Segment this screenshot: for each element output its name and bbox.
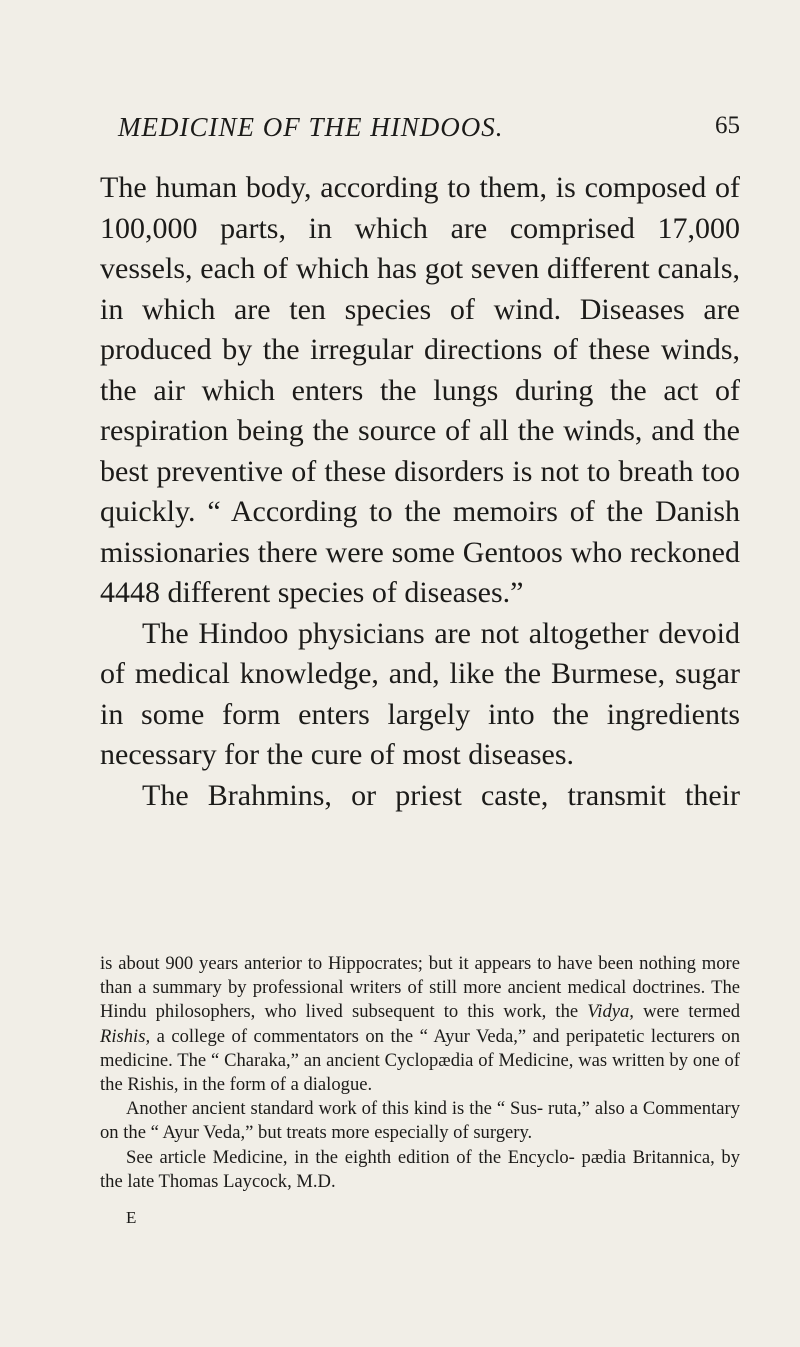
page-number: 65 (715, 112, 740, 139)
running-title: MEDICINE OF THE HINDOOS. (118, 112, 504, 142)
body-paragraph-1: The human body, according to them, is composed of 100,000 parts, in which are comprised 17,000 vessels, each of which has got seven different canals, in which are ten species of wind. Diseases are produced by the irregular directions of these winds, the air which enters the lungs during the act of respiration being the source of all the winds, and the best preventive of these disorders is not to breath too quickly. “ According to the memoirs of the Danish missionaries there were some Gentoos who reckoned 4448 different species of diseases.” (100, 171, 740, 609)
footnote-text-b: were termed (633, 1001, 740, 1023)
footnote-paragraph-3: See article Medicine, in the eighth edition of the Encyclo- pædia Britannica, by the late Thomas Laycock, M.D. (100, 1146, 740, 1192)
footnote-text-c: a college of commentators on the “ Ayur Veda,” and peripatetic lecturers on medicine. The “ Charaka,” an ancient Cyclopædia of Medicine, was written by one of the Rishis, in the form of a dialogue. (100, 1025, 740, 1096)
body-text (100, 168, 740, 816)
body-paragraph-3: The Brahmins, or priest caste, transmit their (142, 778, 740, 812)
footnote-paragraph-2: Another ancient standard work of this kind is the “ Sus- ruta,” also a Commentary on the “ Ayur Veda,” but treats more especially of surgery. (100, 1098, 740, 1144)
footnote-block (100, 952, 740, 1194)
footnote-text-a: is about 900 years anterior to Hippocrates; but it appears to have been nothing more than a summary by professional writers of still more ancient medical doctrines. The Hindu philosophers, who lived subsequent to this work, the (100, 953, 740, 1023)
running-head (100, 110, 740, 150)
body-paragraph-2: The Hindoo physicians are not altogether devoid of medical knowledge, and, like the Burmese, sugar in some form enters largely into the ingredients necessary for the cure of most diseases. (100, 616, 740, 771)
footnote-term-rishis: Rishis, (100, 1025, 151, 1047)
footnote-paragraph-1 (100, 952, 740, 1097)
signature-mark: E (126, 1208, 137, 1227)
footnote-term-vidya: Vidya, (587, 1001, 634, 1023)
